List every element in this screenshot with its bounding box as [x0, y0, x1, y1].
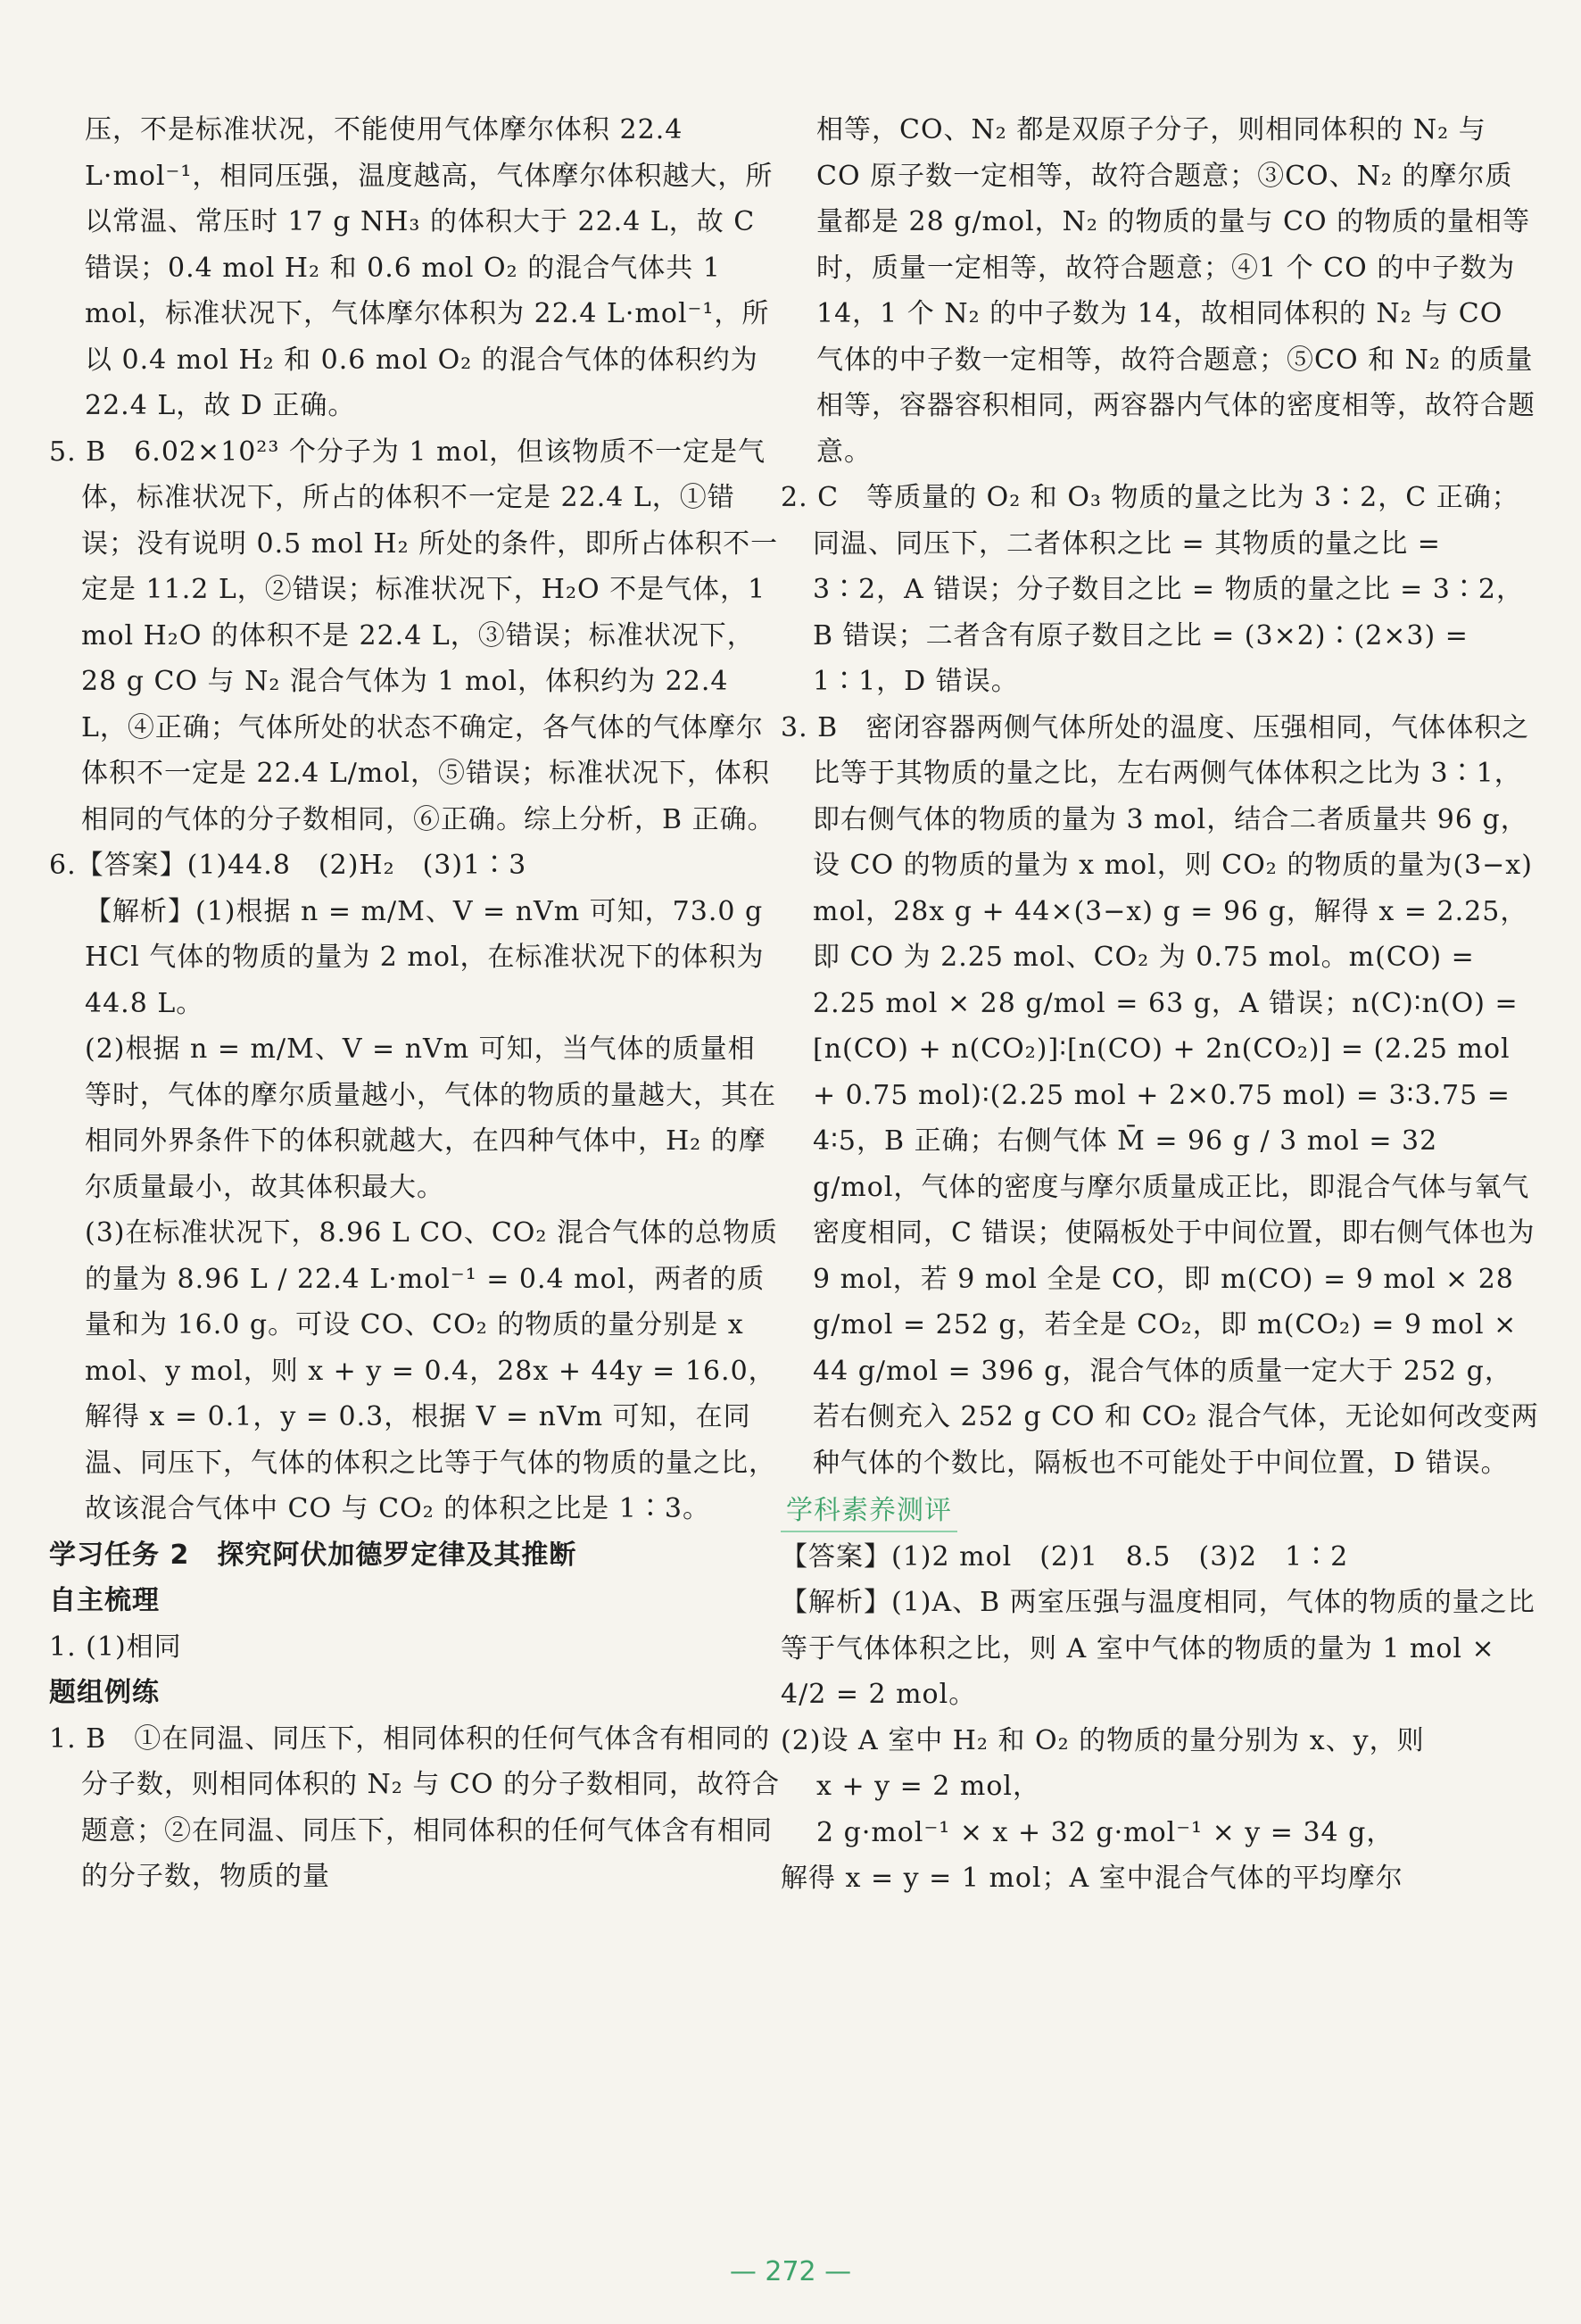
- analysis-1: 【解析】(1)根据 n = m/M、V = nVm 可知，73.0 g HCl 气体的物质的量为 2 mol，在标准状况下的体积为 44.8 L。: [85, 895, 765, 1019]
- analysis-3: (3)在标准状况下，8.96 L CO、CO₂ 混合气体的总物质的量为 8.96 L / 22.4 L·mol⁻¹ = 0.4 mol，两者的质量和为 16.0 g。可设 CO、CO₂ 的物质的量分别是 x mol、y mol，则 x + y = 0.4，28x + 44y = 16.0，解得 x = 0.1，y = 0.3，根据 V = nVm 可知，在同温、同压下，气体的体积之比等于气体的物质的量之比，故该混合气体中 CO 与 CO₂ 的体积之比是 1∶3。: [85, 1217, 778, 1524]
- answer-item-6: 6.【答案】(1)44.8 (2)H₂ (3)1∶3: [49, 850, 527, 881]
- right-column: [781, 107, 1539, 1902]
- subheading-self-review: 自主梳理: [49, 1585, 160, 1616]
- answer-item: 1. (1)相同: [49, 1631, 182, 1663]
- paragraph: 压，不是标准状况，不能使用气体摩尔体积 22.4 L·mol⁻¹，相同压强，温度越高，气体摩尔体积越大，所以常温、常压时 17 g NH₃ 的体积大于 22.4 L，故 C 错误；0.4 mol H₂ 和 0.6 mol O₂ 的混合气体共 1 mol，标准状况下，气体摩尔体积为 22.4 L·mol⁻¹，所以 0.4 mol H₂ 和 0.6 mol O₂ 的混合气体的体积约为 22.4 L，故 D 正确。: [85, 114, 774, 421]
- analysis-line: (2)设 A 室中 H₂ 和 O₂ 的物质的量分别为 x、y，则: [781, 1724, 1425, 1756]
- left-column: [49, 107, 781, 1900]
- answer-item-1: 1. B ①在同温、同压下，相同体积的任何气体含有相同的分子数，则相同体积的 N₂ 与 CO 的分子数相同，故符合题意；②在同温、同压下，相同体积的任何气体含有相同的分子数，物质的量: [49, 1722, 780, 1892]
- task-heading: 学习任务 2 探究阿伏加德罗定律及其推断: [49, 1539, 577, 1571]
- analysis-line: 【解析】(1)A、B 两室压强与温度相同，气体的物质的量之比等于气体体积之比，则 A 室中气体的物质的量为 1 mol × 4/2 = 2 mol。: [781, 1587, 1535, 1710]
- answer-line: 【答案】(1)2 mol (2)1 8.5 (3)2 1∶2: [781, 1540, 1349, 1573]
- analysis-2: (2)根据 n = m/M、V = nVm 可知，当气体的质量相等时，气体的摩尔质量越小，气体的物质的量越大，其在相同外界条件下的体积就越大，在四种气体中，H₂ 的摩尔质量最小，故其体积最大。: [85, 1033, 776, 1203]
- answer-item-5: 5. B 6.02×10²³ 个分子为 1 mol，但该物质不一定是气体，标准状况下，所占的体积不一定是 22.4 L，①错误；没有说明 0.5 mol H₂ 所处的条件，即所占体积不一定是 11.2 L，②错误；标准状况下，H₂O 不是气体，1 mol H₂O 的体积不是 22.4 L，③错误；标准状况下，28 g CO 与 N₂ 混合气体为 1 mol，体积约为 22.4 L，④正确；气体所处的状态不确定，各气体的气体摩尔体积不一定是 22.4 L/mol，⑤错误；标准状况下，体积相同的气体的分子数相同，⑥正确。综上分析，B 正确。: [49, 436, 779, 835]
- equation-line: x + y = 2 mol，: [816, 1771, 1041, 1802]
- answer-item-3: 3. B 密闭容器两侧气体所处的温度、压强相同，气体体积之比等于其物质的量之比，左右两侧气体体积之比为 3∶1，即右侧气体的物质的量为 3 mol，结合二者质量共 96 g，设 CO 的物质的量为 x mol，则 CO₂ 的物质的量为(3−x) mol，28x g + 44×(3−x) g = 96 g，解得 x = 2.25，即 CO 为 2.25 mol、CO₂ 为 0.75 mol。m(CO) = 2.25 mol × 28 g/mol = 63 g，A 错误；n(C)∶n(O) = [n(CO) + n(CO₂)]∶[n(CO) + 2n(CO₂)] = (2.25 mol + 0.75 mol)∶(2.25 mol + 2×0.75 mol) = 3∶3.75 = 4∶5，B 正确；右侧气体 M̄ = 96 g / 3 mol = 32 g/mol，气体的密度与摩尔质量成正比，即混合气体与氧气密度相同，C 错误；使隔板处于中间位置，即右侧气体也为 9 mol，若 9 mol 全是 CO，即 m(CO) = 9 mol × 28 g/mol = 252 g，若全是 CO₂，即 m(CO₂) = 9 mol × 44 g/mol = 396 g，混合气体的质量一定大于 252 g，若右侧充入 252 g CO 和 CO₂ 混合气体，无论如何改变两种气体的个数比，隔板也不可能处于中间位置，D 错误。: [781, 711, 1539, 1479]
- equation-line: 2 g·mol⁻¹ × x + 32 g·mol⁻¹ × y = 34 g，: [816, 1816, 1395, 1848]
- paragraph: 相等，CO、N₂ 都是双原子分子，则相同体积的 N₂ 与 CO 原子数一定相等，故符合题意；③CO、N₂ 的摩尔质量都是 28 g/mol，N₂ 的物质的量与 CO 的物质的量相等时，质量一定相等，故符合题意；④1 个 CO 的中子数为 14，1 个 N₂ 的中子数为 14，故相同体积的 N₂ 与 CO 气体的中子数一定相等，故符合题意；⑤CO 和 N₂ 的质量相等，容器容积相同，两容器内气体的密度相等，故符合题意。: [816, 114, 1535, 468]
- analysis-line: 解得 x = y = 1 mol；A 室中混合气体的平均摩尔: [781, 1863, 1403, 1894]
- subheading-exercises: 题组例练: [49, 1677, 160, 1708]
- answer-item-2: 2. C 等质量的 O₂ 和 O₃ 物质的量之比为 3∶2，C 正确；同温、同压下，二者体积之比 = 其物质的量之比 = 3∶2，A 错误；分子数目之比 = 物质的量之比 = 3∶2，B 错误；二者含有原子数目之比 = (3×2)∶(2×3) = 1∶1，D 错误。: [781, 482, 1524, 697]
- section-title: 学科素养测评: [781, 1491, 957, 1532]
- page-number: — 272 —: [729, 2256, 852, 2287]
